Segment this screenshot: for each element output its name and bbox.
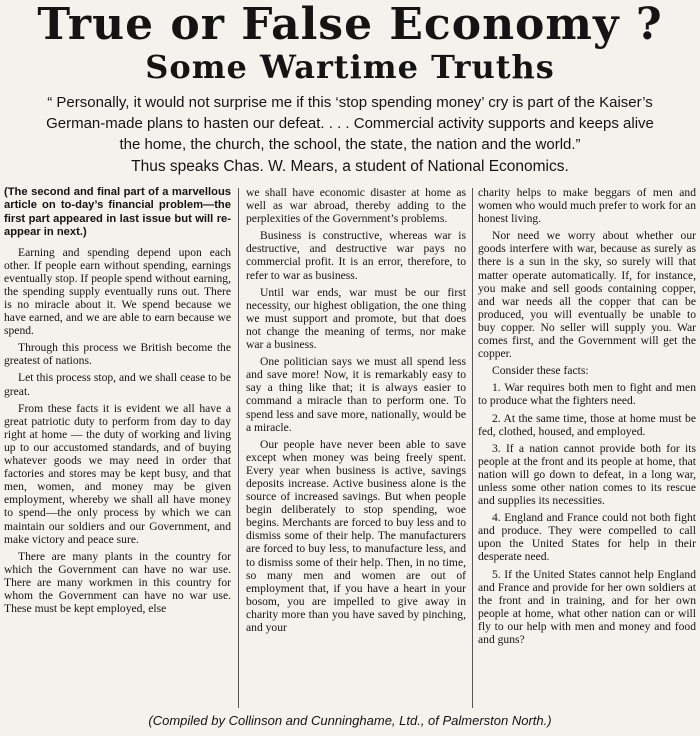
quote-attribution: Thus speaks Chas. W. Mears, a student of National Economics. <box>131 158 569 175</box>
credit-line: (Compiled by Collinson and Cunninghame, Ltd., of Palmerston North.) <box>148 713 552 728</box>
article-column-2 <box>246 186 466 708</box>
list-item: 1. War requires both men to fight and men to produce what the fighters need. <box>478 381 696 408</box>
list-item: 5. If the United States cannot help England and France and provide for her own soldiers at the front and in training, and for her own people at home, what other nation can or will fly to our help with men and money and food and guns? <box>478 567 696 646</box>
paragraph: Our people have never been able to save except when money was being freely spent. Every year when business is active, savings deposits increase. Active business alone is the source of increased savings. But when people begin deliberately to stop spending, woe begins. Merchants are forced to buy less and to dismiss some of their help. The manufacturers are forced to buy less, to manufacture less, and to dismiss some of their help. Then, in no time, so many men and women are out of employment that, if you have a heart in your bosom, you are impelled to give away in charity more than you have saved by pinching, and your <box>246 437 466 634</box>
column-divider <box>472 188 473 708</box>
list-item: 2. At the same time, those at home must be fed, clothed, housed, and employed. <box>478 411 696 438</box>
paragraph: Consider these facts: <box>492 364 589 378</box>
paragraph: we shall have economic disaster at home as well as war abroad, thereby adding to the perplexities of the Government’s problems. <box>246 186 466 226</box>
paragraph: Through this process we British become the greatest of nations. <box>4 341 231 368</box>
paragraph: Business is constructive, whereas war is destructive, and destructive war pays no commercial profit. It is an error, therefore, to refer to war as business. <box>246 229 466 282</box>
editor-note: (The second and final part of a marvellous article on to-day’s financial problem—the first part appeared in last issue but will re-appear in next.) <box>4 186 231 239</box>
subheadline: Some Wartime Truths <box>145 48 555 86</box>
article-column-1 <box>4 186 231 708</box>
pull-quote: “ Personally, it would not surprise me if this ‘stop spending money’ cry is part of the Kaiser’s German-made plans to hasten our defeat. . . . Commercial activity supports and keeps alive the home, the church, the school, the state, the nation and the world.” <box>46 94 654 153</box>
list-item: 3. If a nation cannot provide both for its people at the front and its people at home, that nation will go down to defeat, in a long war, unless some other nation comes to its rescue and supplies its necessities. <box>478 441 696 508</box>
article-column-3 <box>478 186 696 708</box>
paragraph: From these facts it is evident we all have a great patriotic duty to perform from day to day right at home — the duty of working and living up to our accustomed standards, and of buying whatever goods we may need in order that factories and stores may be kept busy, and that men, women, and money may be given employment, whereby we shall all have money to spend—the only process by which we can maintain our soldiers and our Government, and make victory and peace sure. <box>4 401 231 546</box>
paragraph: There are many plants in the country for which the Government can have no war use. There are many workmen in this country for whom the Government can have no war use. These must be kept employed, else <box>4 549 231 616</box>
paragraph: Until war ends, war must be our first necessity, our highest obligation, the one thing we must support and promote, but that does not change the meaning of terms, nor make war a business. <box>246 285 466 352</box>
column-divider <box>238 188 239 708</box>
paragraph: Let this process stop, and we shall cease to be great. <box>4 371 231 398</box>
paragraph: Earning and spending depend upon each other. If people earn without spending, earnings eventually stop. If people spend without earning, the spending supply eventually runs out. There is no miracle about it. We spend because we have earned, and we are able to earn because we spend. <box>4 245 231 338</box>
headline: True or False Economy ? <box>37 0 663 50</box>
list-item: 4. England and France could not both fight and produce. They were compelled to call upon the United States for help in their desperate need. <box>478 511 696 564</box>
paragraph: One politician says we must all spend less and save more! Now, it is remarkably easy to say a thing like that; it is always easier to command a miracle than to perform one. To spend less and save more, nationally, would be a miracle. <box>246 355 466 434</box>
paragraph: charity helps to make beggars of men and women who would much prefer to work for an honest living. <box>478 186 696 226</box>
paragraph: Nor need we worry about whether our goods interfere with war, because as surely as there is a sun in the sky, so surely will that matter operate automatically. If, for instance, you make and sell goods containing copper, and war needs all the copper that can be produced, you will eventually be unable to buy copper. No seller will supply you. War comes first, and the Government will get the copper. <box>478 229 696 361</box>
